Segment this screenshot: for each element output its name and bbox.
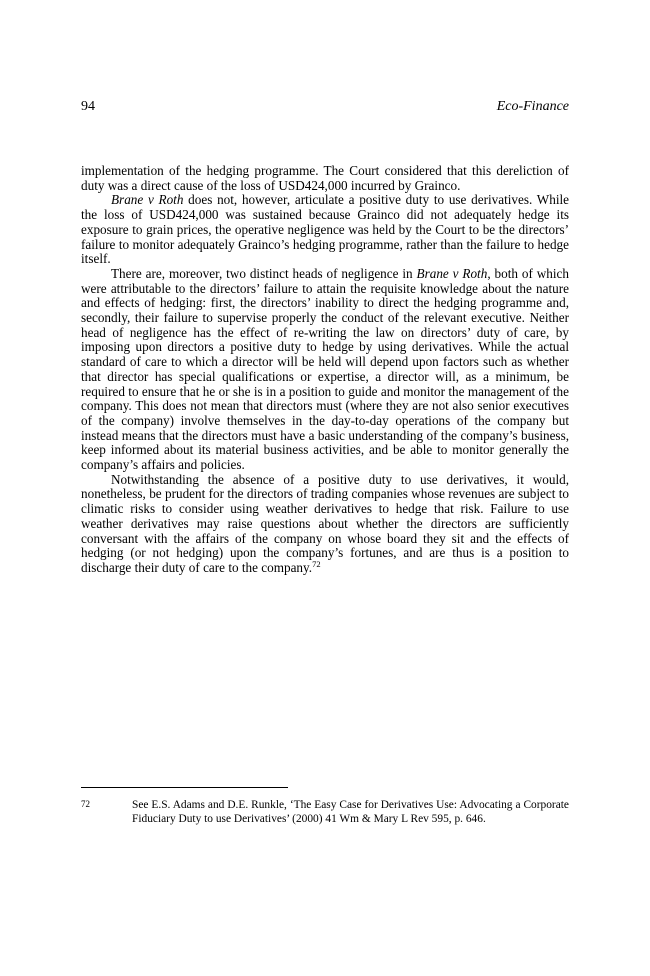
running-title: Eco-Finance [496,99,569,114]
footnote-text: See E.S. Adams and D.E. Runkle, ‘The Easy Case for Derivatives Use: Advocating a Corporate Fiduciary Duty to use Derivatives’ (2000) 41 Wm & Mary L Rev 595, p. 646. [132,799,569,825]
paragraph-text: does not, however, articulate a positive duty to use derivatives. While the loss of USD424,000 was sustained because Grainco did not adequately hedge its exposure to grain prices, the operative negligence was held by the Court to be the directors’ failure to monitor adequately Grainco’s hedging programme, rather than the failure to hedge itself. [81,192,570,267]
footnote-number: 72 [81,799,90,809]
footnote-separator [81,787,288,788]
paragraph-text: implementation of the hedging programme. The Court considered that this dereliction of duty was a direct cause of the loss of USD424,000 incurred by Grainco. [81,163,569,193]
body-text [81,164,569,576]
paragraph-heads-of-negligence [81,267,569,473]
paragraph-continuation [81,164,569,193]
footnote-reference[interactable]: 72 [312,558,321,569]
case-name: Brane v Roth [111,192,184,208]
paragraph-weather-derivatives [81,473,569,576]
paragraph-text: , both of which were attributable to the directors’ failure to attain the requisite knowledge about the nature and effects of hedging: first, the directors’ inability to direct the hedging programme and, secondly, their failure to supervise properly the conduct of the relevant executive. Neither head of negligence has the effect of re-writing the law on directors’ duty of care, by imposing upon directors a positive duty to hedge by using derivatives. While the actual standard of care to which a director will be held will depend upon factors such as whether that director has special qualifications or expertise, a director will, as a minimum, be required to ensure that he or she is in a position to guide and monitor the management of the company. This does not mean that directors must (where they are not also senior executives of the company) involve themselves in the day-to-day operations of the company but instead means that the directors must have a basic understanding of the company’s business, keep informed about its material business activities, and be able to monitor generally the company’s affairs and policies. [81,265,569,473]
paragraph-text: Notwithstanding the absence of a positive duty to use derivatives, it would, nonetheless, be prudent for the directors of trading companies whose revenues are subject to climatic risks to consider using weather derivatives to hedge that risk. Failure to use weather derivatives may raise questions about whether the directors are sufficiently conversant with the affairs of the company on whose board they sit and the effects of hedging (or not hedging) upon the company’s fortunes, and are thus is a position to discharge their duty of care to the company. [81,471,569,575]
paragraph-brane-v-roth [81,193,569,267]
case-name: Brane v Roth [416,265,488,281]
paragraph-text: There are, moreover, two distinct heads of negligence in [111,265,417,281]
page-number: 94 [81,99,95,114]
